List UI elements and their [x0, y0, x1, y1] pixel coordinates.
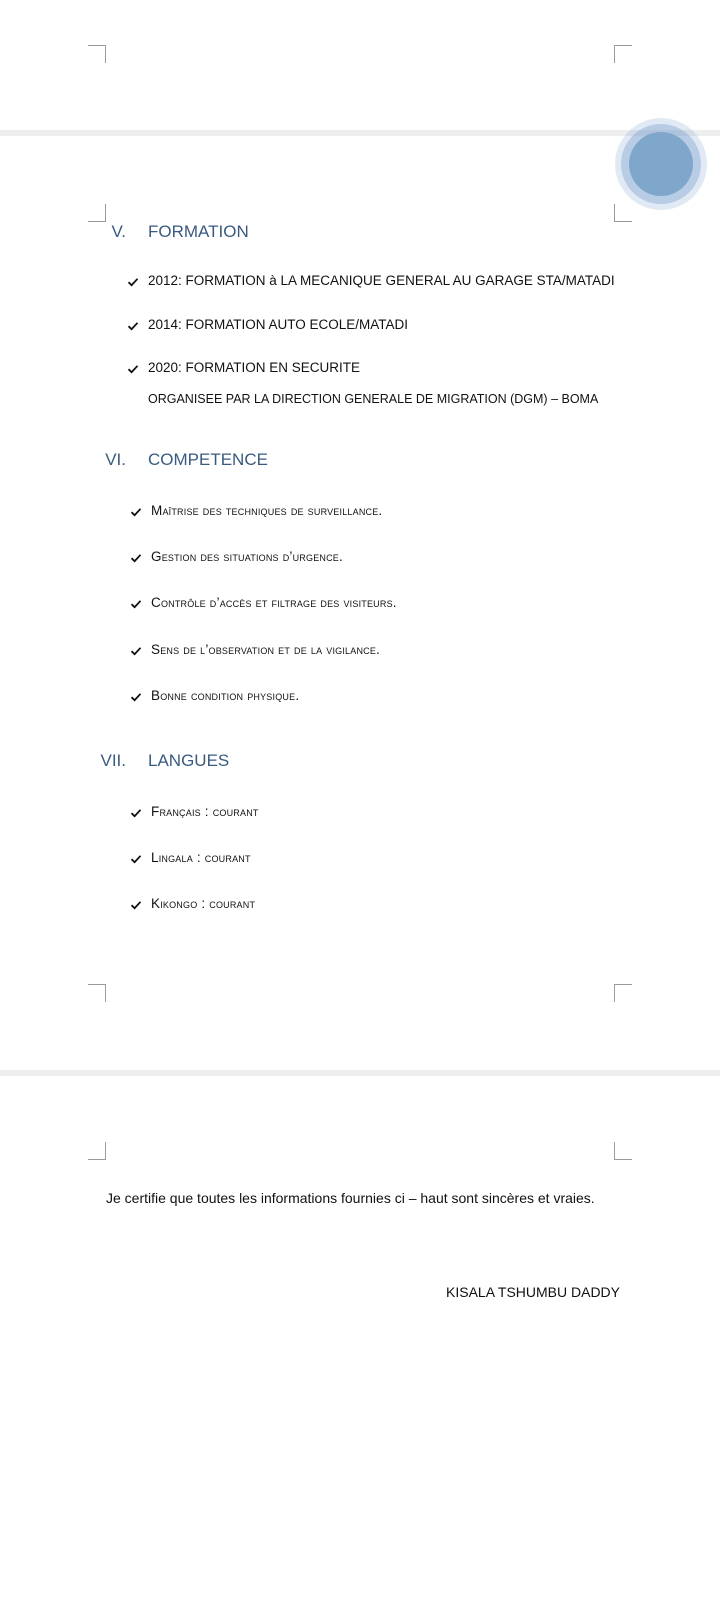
- crop-mark: [614, 984, 632, 1002]
- list-item: [148, 273, 615, 288]
- list-item-text: Kikongo : courant: [151, 896, 256, 911]
- list-item: [151, 503, 382, 518]
- section-number: VII.: [100, 751, 126, 770]
- certification-statement: Je certifie que toutes les informations fournies ci – haut sont sincères et vraies.: [106, 1190, 595, 1206]
- page-3: [0, 1076, 720, 1612]
- section-number: VI.: [105, 450, 126, 469]
- list-item: [151, 688, 299, 703]
- section-title: FORMATION: [148, 222, 249, 241]
- list-item-text: Gestion des situations d’urgence.: [151, 549, 343, 564]
- list-item-text: Français : courant: [151, 804, 259, 819]
- list-item-subline: ORGANISEE PAR LA DIRECTION GENERALE DE MIGRATION (DGM) – BOMA: [148, 392, 599, 406]
- crop-mark: [88, 984, 106, 1002]
- crop-mark: [614, 204, 632, 222]
- page-1-top: [0, 0, 720, 130]
- check-icon: [130, 552, 142, 564]
- fab-core: [629, 132, 693, 196]
- check-icon: [127, 363, 139, 375]
- list-item-text: Bonne condition physique.: [151, 688, 300, 703]
- check-icon: [130, 645, 142, 657]
- check-icon: [130, 807, 142, 819]
- crop-mark: [88, 1142, 106, 1160]
- list-item: [151, 804, 259, 819]
- crop-mark: [88, 45, 106, 63]
- crop-mark: [614, 45, 632, 63]
- list-item: [151, 595, 397, 610]
- check-icon: [130, 506, 142, 518]
- list-item-text: 2014: FORMATION AUTO ECOLE/MATADI: [148, 317, 409, 332]
- list-item-text: Sens de l’observation et de la vigilance.: [151, 642, 381, 657]
- list-item: [151, 642, 380, 657]
- check-icon: [130, 598, 142, 610]
- check-icon: [127, 320, 139, 332]
- list-item-text: Lingala : courant: [151, 850, 251, 865]
- check-icon: [127, 276, 139, 288]
- section-title: LANGUES: [148, 751, 230, 770]
- crop-mark: [88, 204, 106, 222]
- list-item: [151, 850, 251, 865]
- crop-mark: [614, 1142, 632, 1160]
- check-icon: [130, 853, 142, 865]
- list-item: [148, 360, 360, 375]
- check-icon: [130, 899, 142, 911]
- list-item-text: Maîtrise des techniques de surveillance.: [151, 503, 383, 518]
- list-item-text: 2020: FORMATION EN SECURITE: [148, 360, 361, 375]
- section-number: V.: [111, 222, 126, 241]
- list-item: [151, 896, 255, 911]
- circle-fab-icon[interactable]: [615, 118, 707, 210]
- list-item: [151, 549, 343, 564]
- signature-name: KISALA TSHUMBU DADDY: [446, 1284, 621, 1300]
- check-icon: [130, 691, 142, 703]
- list-item: [148, 317, 408, 332]
- list-item-text: Contrôle d’accès et filtrage des visiteurs.: [151, 595, 397, 610]
- section-title: COMPETENCE: [148, 450, 268, 469]
- list-item-text: 2012: FORMATION à LA MECANIQUE GENERAL AU GARAGE STA/MATADI: [148, 273, 615, 288]
